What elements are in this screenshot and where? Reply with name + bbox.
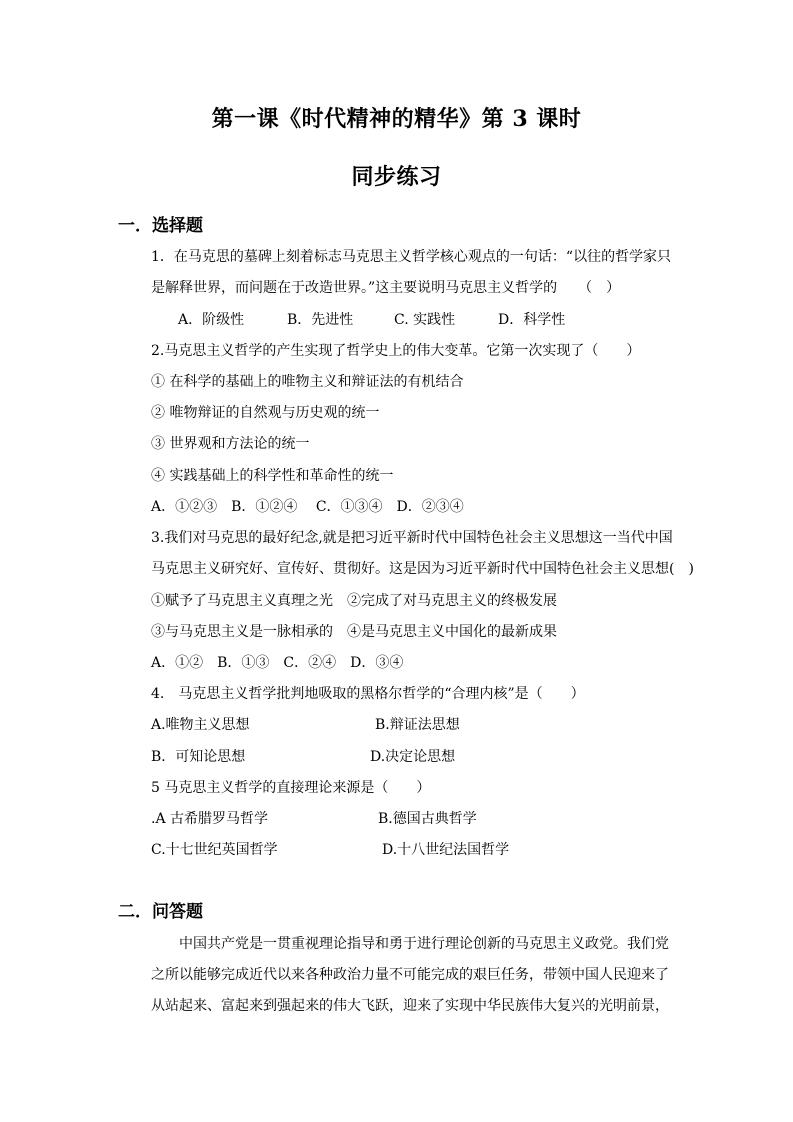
- q5-option-b: B.德国古典哲学: [378, 811, 477, 827]
- q4-stem: 4. 马克思主义哲学批判地吸取的黑格尔哲学的“合理内核”是（ ）: [151, 686, 585, 702]
- q1-stem-line1: 1．在马克思的墓碑上刻着标志马克思主义哲学核心观点的一句话：“以往的哲学家只: [151, 249, 672, 265]
- q5-option-d: D.十八世纪法国哲学: [382, 842, 510, 858]
- q2-item-2: ② 唯物辩证的自然观与历史观的统一: [151, 405, 380, 421]
- q3-stem-line2: 马克思主义研究好、宣传好、贯彻好。这是因为习近平新时代中国特色社会主义思想( ): [151, 561, 694, 577]
- q4-option-d: D.决定论思想: [370, 749, 456, 765]
- q1-stem-line2: 是解释世界，而问题在于改造世界。”这主要说明马克思主义哲学的 （ ）: [151, 280, 621, 296]
- document-title: 第一课《时代精神的精华》第 3 课时: [211, 106, 582, 132]
- q1-option-d: D．科学性: [498, 312, 566, 328]
- q2-item-3: ③ 世界观和方法论的统一: [151, 436, 310, 452]
- document-subtitle: 同步练习: [351, 164, 442, 190]
- q1-option-a: A．阶级性: [178, 312, 245, 328]
- q5-stem: 5 马克思主义哲学的直接理论来源是（ ）: [151, 780, 431, 796]
- q4-option-c: B．可知论思想: [151, 749, 246, 765]
- section-heading-qa: 二．问答题: [118, 902, 203, 922]
- qa-paragraph: 中国共产党是一贯重视理论指导和勇于进行理论创新的马克思主义政党。我们党之所以能够完成近代以来各种政治力量不可能完成的艰巨任务，带领中国人民迎来了从站起来、富起来到强起来的伟大飞跃，迎来了实现中华民族伟大复兴的光明前景，: [151, 936, 669, 1014]
- q3-options: A．①② B．①③ C．②④ D．③④: [151, 655, 404, 671]
- q1-option-b: B．先进性: [287, 312, 354, 328]
- q3-stem-line1: 3.我们对马克思的最好纪念,就是把习近平新时代中国特色社会主义思想这一当代中国: [151, 530, 673, 546]
- q3-statement-1-2: ①赋予了马克思主义真理之光 ②完成了对马克思主义的终极发展: [151, 593, 557, 609]
- q4-option-b: B.辩证法思想: [375, 717, 460, 733]
- q4-option-a: A.唯物主义思想: [151, 717, 250, 733]
- section-heading-choice: 一．选择题: [118, 216, 203, 236]
- q3-statement-3-4: ③与马克思主义是一脉相承的 ④是马克思主义中国化的最新成果: [151, 624, 557, 640]
- q1-option-c: C. 实践性: [394, 312, 456, 328]
- q2-options: A．①②③ B．①②④ C．①③④ D．②③④: [151, 499, 464, 515]
- q5-option-a: .A 古希腊罗马哲学: [151, 811, 269, 827]
- q2-item-1: ① 在科学的基础上的唯物主义和辩证法的有机结合: [151, 374, 464, 390]
- q2-item-4: ④ 实践基础上的科学性和革命性的统一: [151, 468, 394, 484]
- q2-stem: 2.马克思主义哲学的产生实现了哲学史上的伟大变革。它第一次实现了（ ）: [151, 343, 641, 359]
- q5-option-c: C.十七世纪英国哲学: [151, 842, 278, 858]
